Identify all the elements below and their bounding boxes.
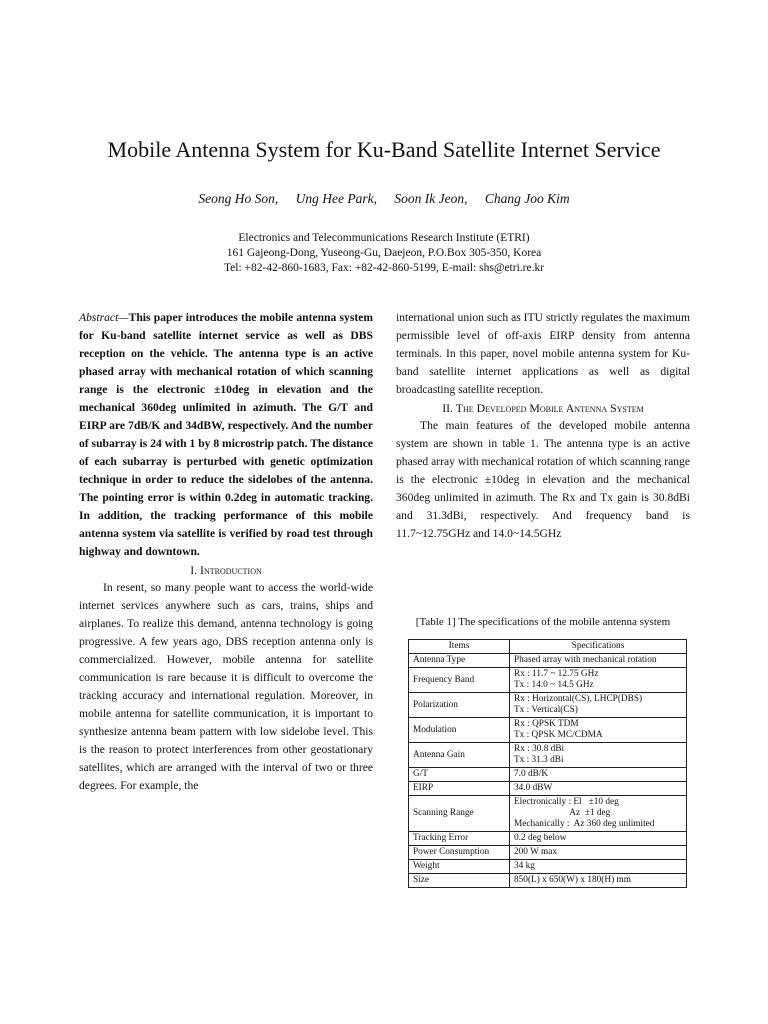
table-row [409, 860, 687, 874]
table-cell-spec: Rx : QPSK TDM Tx : QPSK MC/CDMA [510, 718, 687, 743]
abstract-text: This paper introduces the mobile antenna system for Ku-band satellite internet service as well as DBS reception on the vehicle. The antenna type is an active phased array with mechanical rotation of which scanning range is the electronic ±10deg in elevation and the mechanical 360deg unlimited in azimuth. The G/T and EIRP are 7dB/K and 34dBW, respectively. And the number of subarray is 24 with 1 by 8 microstrip patch. The distance of each subarray is perturbed with genetic optimization technique in order to reduce the sidelobes of the antenna. The pointing error is within 0.2deg in automatic tracking. In addition, the tracking performance of this mobile antenna system via satellite is verified by road test through highway and downtown. [79, 311, 373, 558]
introduction-text: In resent, so many people want to access the world-wide internet services anywhere such as cars, trains, ships and airplanes. To realize this demand, antenna technology is going progressive. A few years ago, DBS reception antenna only is commercialized. However, mobile antenna for satellite communication is rare because it is difficult to overcome the tracking accuracy and international regulation. Moreover, in mobile antenna for satellite communication, it is important to synthesize antenna beam pattern with low sidelobe level. This is the reason to protect interferences from other geostationary satellites, which are arranged with the interval of two or three degrees. For example, the [79, 581, 373, 792]
table-header-row [409, 640, 687, 654]
table-cell-spec: Phased array with mechanical rotation [510, 654, 687, 668]
table-cell-spec: 34.0 dBW [510, 782, 687, 796]
affiliation-line: Electronics and Telecommunications Research Institute (ETRI) [238, 232, 530, 244]
table-cell-item: Power Consumption [409, 846, 510, 860]
table-cell-item: Antenna Type [409, 654, 510, 668]
table-row [409, 874, 687, 888]
table-row [409, 846, 687, 860]
table-cell-item: Size [409, 874, 510, 888]
affiliation-line: 161 Gajeong-Dong, Yuseong-Gu, Daejeon, P.O.Box 305-350, Korea [226, 247, 542, 259]
table-cell-spec: 200 W max [510, 846, 687, 860]
left-column [79, 309, 373, 795]
table-cell-item: Weight [409, 860, 510, 874]
table-header-items: Items [409, 640, 510, 654]
table-cell-spec: 850(L) x 650(W) x 180(H) mm [510, 874, 687, 888]
table-cell-item: Tracking Error [409, 832, 510, 846]
table-cell-spec: 0.2 deg below [510, 832, 687, 846]
table-row [409, 693, 687, 718]
author-list [0, 191, 768, 207]
table-cell-item: Modulation [409, 718, 510, 743]
table-row [409, 654, 687, 668]
table-caption: [Table 1] The specifications of the mobile antenna system [415, 616, 671, 628]
author-name: Seong Ho Son, [198, 191, 279, 206]
table-header-specifications: Specifications [510, 640, 687, 654]
table-row [409, 743, 687, 768]
section-heading-introduction: I. Introduction [190, 563, 262, 577]
affiliation-line: Tel: +82-42-860-1683, Fax: +82-42-860-5199, E-mail: shs@etri.re.kr [223, 262, 545, 274]
table-cell-spec: Rx : 11.7 ~ 12.75 GHz Tx : 14.0 ~ 14.5 GHz [510, 668, 687, 693]
table-row [409, 718, 687, 743]
author-name: Ung Hee Park, [295, 191, 377, 206]
table-row [409, 796, 687, 832]
table-cell-item: Frequency Band [409, 668, 510, 693]
author-name: Chang Joo Kim [484, 191, 570, 206]
table-cell-spec: 7.0 dB/K [510, 768, 687, 782]
table-cell-spec: 34 kg [510, 860, 687, 874]
introduction-continuation: international union such as ITU strictly regulates the maximum permissible level of off-axis EIRP density from antenna terminals. In this paper, novel mobile antenna system for Ku-band satellite internet applications as well as digital broadcasting satellite reception. [396, 311, 690, 396]
table-cell-spec: Rx : Horizontal(CS), LHCP(DBS) Tx : Vertical(CS) [510, 693, 687, 718]
table-cell-item: Polarization [409, 693, 510, 718]
table-row [409, 768, 687, 782]
system-text: The main features of the developed mobile antenna system are shown in table 1. The antenna type is an active phased array with mechanical rotation of which scanning range is the electronic ±10deg in elevation and the mechanical 360deg unlimited in azimuth. The Rx and Tx gain is 30.8dBi and 31.3dBi, respectively. And frequency band is 11.7~12.75GHz and 14.0~14.5GHz [396, 419, 690, 540]
author-name: Soon Ik Jeon, [394, 191, 468, 206]
table-row [409, 832, 687, 846]
table-cell-spec: Electronically : El ±10 deg Az ±1 deg Mechanically : Az 360 deg unlimited [510, 796, 687, 832]
affiliation [0, 231, 768, 276]
abstract [79, 309, 373, 561]
right-column [396, 309, 690, 543]
section-heading-system: II. The Developed Mobile Antenna System [442, 401, 644, 415]
paper-title: Mobile Antenna System for Ku-Band Satellite Internet Service [107, 137, 661, 162]
table-row [409, 782, 687, 796]
specifications-table [408, 639, 687, 888]
table-cell-item: EIRP [409, 782, 510, 796]
table-cell-spec: Rx : 30.8 dBi Tx : 31.3 dBi [510, 743, 687, 768]
table-cell-item: Antenna Gain [409, 743, 510, 768]
abstract-label: Abstract— [79, 311, 129, 324]
table-row [409, 668, 687, 693]
table-cell-item: Scanning Range [409, 796, 510, 832]
table-cell-item: G/T [409, 768, 510, 782]
